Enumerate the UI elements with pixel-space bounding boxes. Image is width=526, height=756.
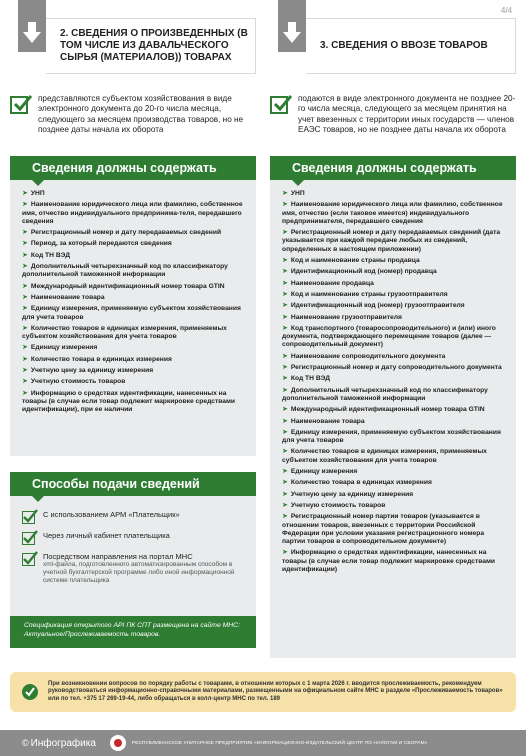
section-title-box: [46, 18, 256, 74]
list-item-text: Наименование юридического лица или фамилию, собственное имя, отчество (если таковое имеется) индивидуального предпринимателя, передавшего сведения: [282, 201, 503, 225]
bullet-arrow-icon: ➤: [282, 302, 288, 310]
bullet-arrow-icon: ➤: [282, 201, 288, 209]
list-item: [282, 513, 506, 546]
checkbox-icon: [10, 96, 28, 114]
bullet-arrow-icon: ➤: [282, 417, 288, 425]
list-item: [282, 406, 506, 414]
brand-name: Инфографика: [30, 737, 96, 749]
list-item: [22, 252, 246, 260]
list-item-text: Единицу измерения: [30, 344, 98, 352]
bullet-arrow-icon: ➤: [282, 513, 288, 521]
bullet-arrow-icon: ➤: [282, 428, 288, 436]
bullet-arrow-icon: ➤: [282, 364, 288, 372]
list-item: [282, 429, 506, 446]
bullet-arrow-icon: ➤: [282, 479, 288, 487]
list-item: [22, 390, 246, 415]
list-item: [282, 448, 506, 465]
intro-text: подаются в виде электронного документа не позднее 20-го числа месяца, следующего за месяцем принятия на учет ввезенных с территории иных государств — членов ЕАЭС товаров, но не позднее даты начала их оборота: [298, 94, 516, 134]
list-item: [22, 283, 246, 291]
list-item-text: Код транспортного (товаросопроводительного) и (или) иного документа, подтверждающего перемещение товаров (далее — сопроводительный документ): [282, 324, 496, 349]
list-item: [22, 294, 246, 302]
publisher-bar: [0, 730, 526, 756]
list-item-text: Учетную цену за единицу измерения: [290, 490, 414, 498]
required-info-list: [270, 180, 516, 585]
list-item: [22, 344, 246, 352]
list-item-text: Информацию о средствах идентификации, нанесенных на товары (в случае если товар подлежит маркировке средствами идентификации), при ее наличии: [22, 389, 236, 414]
bullet-arrow-icon: ➤: [282, 279, 288, 287]
section-intro: [270, 94, 516, 135]
bullet-arrow-icon: ➤: [282, 549, 288, 557]
bullet-arrow-icon: ➤: [22, 201, 28, 209]
list-item: [282, 190, 506, 198]
list-item: [22, 263, 246, 280]
list-item: [282, 302, 506, 310]
list-item-text: Регистрационный номер и дату передаваемых сведений: [30, 229, 222, 237]
list-item: [22, 378, 246, 386]
list-item-text: Идентификационный код (номер) продавца: [290, 268, 437, 276]
bullet-arrow-icon: ➤: [22, 293, 28, 301]
bullet-arrow-icon: ➤: [22, 389, 28, 397]
method-text: [43, 510, 180, 519]
checkmark-icon: [22, 551, 38, 567]
bullet-arrow-icon: ➤: [22, 190, 28, 197]
contact-note-text: При возникновении вопросов по порядку работы с товарами, в отношении которых с 1 марта 2026 г. вводится прослеживаемость, рекомендуем руководствоваться информационно-справочными материалами, размещенными на официальном сайте МНС в разделе «Прослеживаемость товаров» или по тел. +375 17 269-19-44, либо обращаться в колл-центр МНС по тел. 189: [48, 681, 503, 702]
bullet-arrow-icon: ➤: [282, 313, 288, 321]
method-title: С использованием АРМ «Плательщик»: [43, 510, 180, 519]
bullet-arrow-icon: ➤: [282, 386, 288, 394]
checkmark-icon: [272, 94, 292, 114]
list-item: [282, 479, 506, 487]
page-number: 4/4: [500, 6, 512, 15]
panel-title: Сведения должны содержать: [270, 156, 516, 180]
panel-title: Сведения должны содержать: [10, 156, 256, 180]
section-imported-goods: [270, 0, 516, 573]
list-item-text: Дополнительный четырехзначный код по классификатору дополнительной таможенной информации: [22, 263, 228, 279]
list-item: [282, 268, 506, 276]
list-item-text: Код ТН ВЭД: [290, 375, 331, 383]
list-item-text: УНП: [30, 190, 45, 197]
list-item: [282, 291, 506, 299]
copyright-sign: ©: [22, 738, 29, 748]
list-item-text: Количество товаров в единицах измерения, применяемых субъектом хозяйствования для учета товаров: [22, 324, 227, 341]
api-spec-note: Спецификация открытого API ПК СПТ размещена на сайте МНС: Актуальное/Прослеживаемость товаров.: [10, 616, 256, 648]
list-item-text: Международный идентификационный номер товара GTIN: [30, 282, 225, 290]
section-title-box: [306, 18, 516, 74]
bullet-arrow-icon: ➤: [22, 344, 28, 352]
required-info-panel: [270, 156, 516, 658]
bullet-arrow-icon: ➤: [282, 468, 288, 476]
method-item: [22, 531, 246, 545]
method-description: xml-файла, подготовленного автоматизированным способом в учетной бухгалтерской программе либо иной информационной системе плательщика: [43, 561, 235, 584]
bullet-arrow-icon: ➤: [22, 240, 28, 248]
bullet-arrow-icon: ➤: [282, 229, 288, 237]
list-item-text: Наименование юридического лица или фамилию, собственное имя, отчество индивидуального предпринима-теля, передавшего сведения: [22, 201, 243, 225]
arrow-tab: [278, 0, 306, 52]
list-item: [282, 387, 506, 404]
list-item: [22, 201, 246, 226]
list-item-text: Учетную стоимость товаров: [290, 501, 386, 509]
bullet-arrow-icon: ➤: [282, 268, 288, 276]
checkbox-icon: [22, 553, 35, 566]
list-item-text: Наименование грузоотправителя: [290, 313, 402, 321]
list-item: [282, 325, 506, 350]
submission-methods-panel: [10, 472, 256, 616]
list-item: [22, 240, 246, 248]
list-item: [282, 314, 506, 322]
list-item: [22, 229, 246, 237]
arrow-down-icon: [23, 22, 41, 44]
bullet-arrow-icon: ➤: [282, 406, 288, 414]
list-item: [22, 190, 246, 198]
list-item: [282, 201, 506, 226]
brand-logo: [22, 738, 96, 749]
list-item-text: Регистрационный номер и дату передаваемых сведений (дата указывается при каждой передаче любых из сведений, определенных в настоящем приложении): [282, 229, 501, 253]
required-info-list: [10, 180, 256, 426]
list-item: [22, 356, 246, 364]
section-header: [10, 0, 256, 88]
list-item-text: Код ТН ВЭД: [30, 251, 71, 259]
list-item-text: Дополнительный четырехзначный код по классификатору дополнительной таможенной информации: [282, 386, 488, 402]
method-title: Через личный кабинет плательщика: [43, 531, 170, 540]
list-item: [282, 257, 506, 265]
required-info-panel: [10, 156, 256, 456]
list-item-text: Единицу измерения: [290, 468, 358, 476]
panel-title: Способы подачи сведений: [10, 472, 256, 496]
bullet-arrow-icon: ➤: [282, 352, 288, 360]
check-circle-icon: [22, 684, 38, 700]
list-item: [282, 549, 506, 574]
checkbox-icon: [22, 511, 35, 524]
bullet-arrow-icon: ➤: [282, 290, 288, 298]
list-item: [22, 367, 246, 375]
bullet-arrow-icon: ➤: [22, 229, 28, 237]
checkmark-icon: [12, 94, 32, 114]
arrow-down-icon: [283, 22, 301, 44]
list-item-text: Количество товара в единицах измерения: [290, 479, 432, 487]
list-item-text: Регистрационный номер и дату сопроводительного документа: [290, 364, 502, 372]
list-item-text: Информацию о средствах идентификации, нанесенных на товары (в случае если товар подлежит маркировке средствами идентификации): [282, 549, 496, 573]
bullet-arrow-icon: ➤: [22, 324, 28, 332]
checkmark-icon: [22, 530, 38, 546]
list-item-text: Код и наименование страны грузоотправителя: [290, 290, 448, 298]
list-item: [282, 418, 506, 426]
list-item-text: Учетную цену за единицу измерения: [30, 367, 154, 375]
list-item-text: Код и наименование страны продавца: [290, 257, 420, 265]
list-item: [282, 364, 506, 372]
bullet-arrow-icon: ➤: [22, 367, 28, 375]
list-item-text: УНП: [290, 190, 305, 197]
publisher-name: РЕСПУБЛИКАНСКОЕ УНИТАРНОЕ ПРЕДПРИЯТИЕ «ИНФОРМАЦИОННО-ИЗДАТЕЛЬСКИЙ ЦЕНТР ПО НАЛОГАМ И СБОРАМ»: [131, 740, 428, 746]
intro-text: представляются субъектом хозяйствования в виде электронного документа до 20-го числа месяца, следующего за месяцем производства товаров, но не позднее даты начала их оборота: [38, 94, 244, 134]
bullet-arrow-icon: ➤: [282, 257, 288, 265]
list-item: [282, 229, 506, 254]
list-item: [282, 375, 506, 383]
list-item-text: Регистрационный номер партии товаров (указывается в отношении товаров, ввезенных с территории Российской Федерации при условии указания регистрационного номера партии товаров в сопроводительном документе): [282, 513, 485, 546]
bullet-arrow-icon: ➤: [282, 375, 288, 383]
section-header: [270, 0, 516, 88]
arrow-tab: [18, 0, 46, 52]
list-item: [282, 280, 506, 288]
list-item-text: Идентификационный код (номер) грузоотправителя: [290, 302, 465, 310]
section-title: 2. СВЕДЕНИЯ О ПРОИЗВЕДЕННЫХ (В ТОМ ЧИСЛЕ ИЗ ДАВАЛЬЧЕСКОГО СЫРЬЯ (МАТЕРИАЛОВ)) ТОВАРАХ: [60, 28, 248, 63]
method-text: [43, 552, 246, 584]
emblem-icon: [110, 735, 126, 751]
method-title: Посредством направления на портал МНС: [43, 552, 193, 561]
bullet-arrow-icon: ➤: [22, 355, 28, 363]
list-item: [282, 468, 506, 476]
list-item-text: Наименование товара: [290, 417, 365, 425]
methods-list: [10, 496, 256, 599]
checkbox-icon: [270, 96, 288, 114]
list-item: [282, 502, 506, 510]
section-produced-goods: [10, 0, 256, 638]
section-title: 3. СВЕДЕНИЯ О ВВОЗЕ ТОВАРОВ: [320, 40, 488, 51]
list-item: [282, 491, 506, 499]
method-text: [43, 531, 170, 540]
method-item: [22, 552, 246, 584]
bullet-arrow-icon: ➤: [282, 490, 288, 498]
list-item-text: Количество товара в единицах измерения: [30, 355, 172, 363]
list-item-text: Наименование товара: [30, 293, 105, 301]
bullet-arrow-icon: ➤: [282, 448, 288, 456]
method-item: [22, 510, 246, 524]
bullet-arrow-icon: ➤: [282, 501, 288, 509]
list-item: [22, 325, 246, 342]
list-item: [22, 305, 246, 322]
checkmark-icon: [25, 687, 35, 697]
bullet-arrow-icon: ➤: [22, 282, 28, 290]
checkbox-icon: [22, 532, 35, 545]
contact-note: [10, 672, 516, 712]
list-item-text: Учетную стоимость товаров: [30, 378, 126, 386]
list-item-text: Международный идентификационный номер товара GTIN: [290, 406, 485, 414]
bullet-arrow-icon: ➤: [22, 378, 28, 386]
bullet-arrow-icon: ➤: [22, 263, 28, 271]
list-item-text: Наименование сопроводительного документа: [290, 352, 446, 360]
bullet-arrow-icon: ➤: [22, 251, 28, 259]
list-item-text: Единицу измерения, применяемую субъектом хозяйствования для учета товаров: [282, 428, 501, 445]
section-intro: [10, 94, 256, 135]
list-item-text: Количество товаров в единицах измерения, применяемых субъектом хозяйствования для учета товаров: [282, 448, 487, 464]
list-item-text: Период, за который передаются сведения: [30, 240, 172, 248]
list-item: [282, 353, 506, 361]
bullet-arrow-icon: ➤: [282, 324, 288, 332]
bullet-arrow-icon: ➤: [282, 190, 288, 197]
checkmark-icon: [22, 509, 38, 525]
list-item-text: Наименование продавца: [290, 279, 374, 287]
bullet-arrow-icon: ➤: [22, 305, 28, 313]
list-item-text: Единицу измерения, применяемую субъектом хозяйствования для учета товаров: [22, 305, 241, 321]
